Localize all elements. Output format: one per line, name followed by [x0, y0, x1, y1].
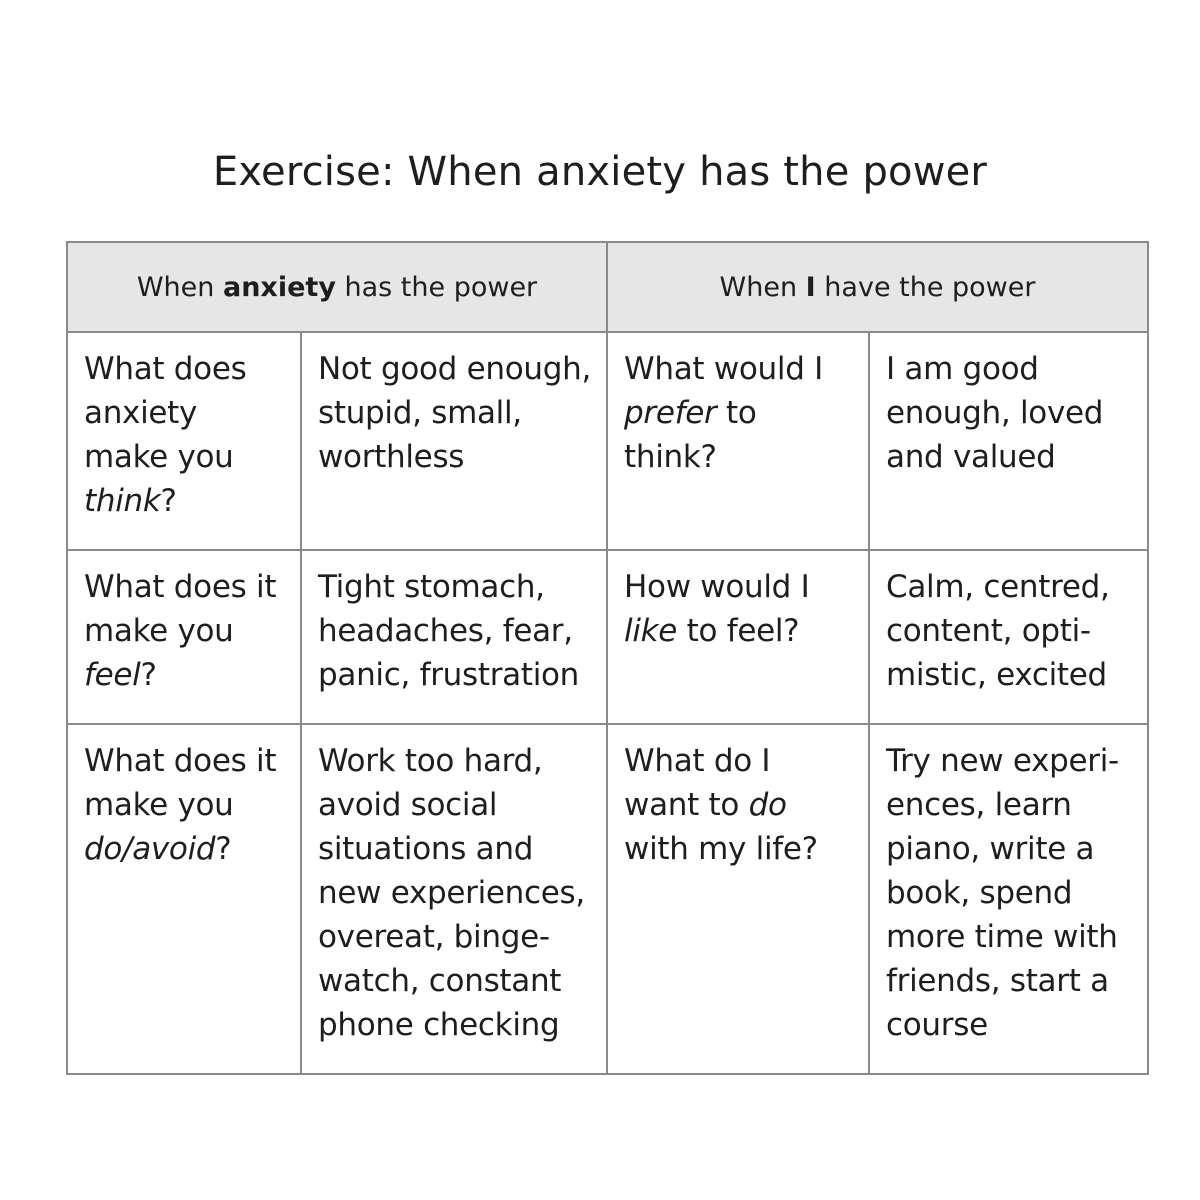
- page-title: Exercise: When anxiety has the power: [212, 149, 988, 195]
- power-question: What do I want to do with my life?: [607, 724, 869, 1074]
- anxiety-answer: Not good enough, stupid, small, worthless: [301, 332, 607, 550]
- anxiety-question: What does anxiety make you think?: [67, 332, 301, 550]
- power-answer: Try new experi-ences, learn piano, write a book, spend more time with friends, start a course: [869, 724, 1148, 1074]
- anxiety-answer: Tight stomach, headaches, fear, panic, frustration: [301, 550, 607, 724]
- anxiety-answer: Work too hard, avoid social situations and new experiences, overeat, binge-watch, constant phone checking: [301, 724, 607, 1074]
- header-anxiety-power: When anxiety has the power: [67, 242, 607, 332]
- power-answer: I am good enough, loved and valued: [869, 332, 1148, 550]
- power-question: How would I like to feel?: [607, 550, 869, 724]
- power-question: What would I prefer to think?: [607, 332, 869, 550]
- header-my-power: When I have the power: [607, 242, 1148, 332]
- table-header-row: [67, 242, 1148, 332]
- exercise-table: [66, 241, 1149, 1075]
- table-row: [67, 332, 1148, 550]
- anxiety-question: What does it make you do/avoid?: [67, 724, 301, 1074]
- table-row: [67, 550, 1148, 724]
- power-answer: Calm, centred, content, opti-mistic, excited: [869, 550, 1148, 724]
- anxiety-question: What does it make you feel?: [67, 550, 301, 724]
- table-row: [67, 724, 1148, 1074]
